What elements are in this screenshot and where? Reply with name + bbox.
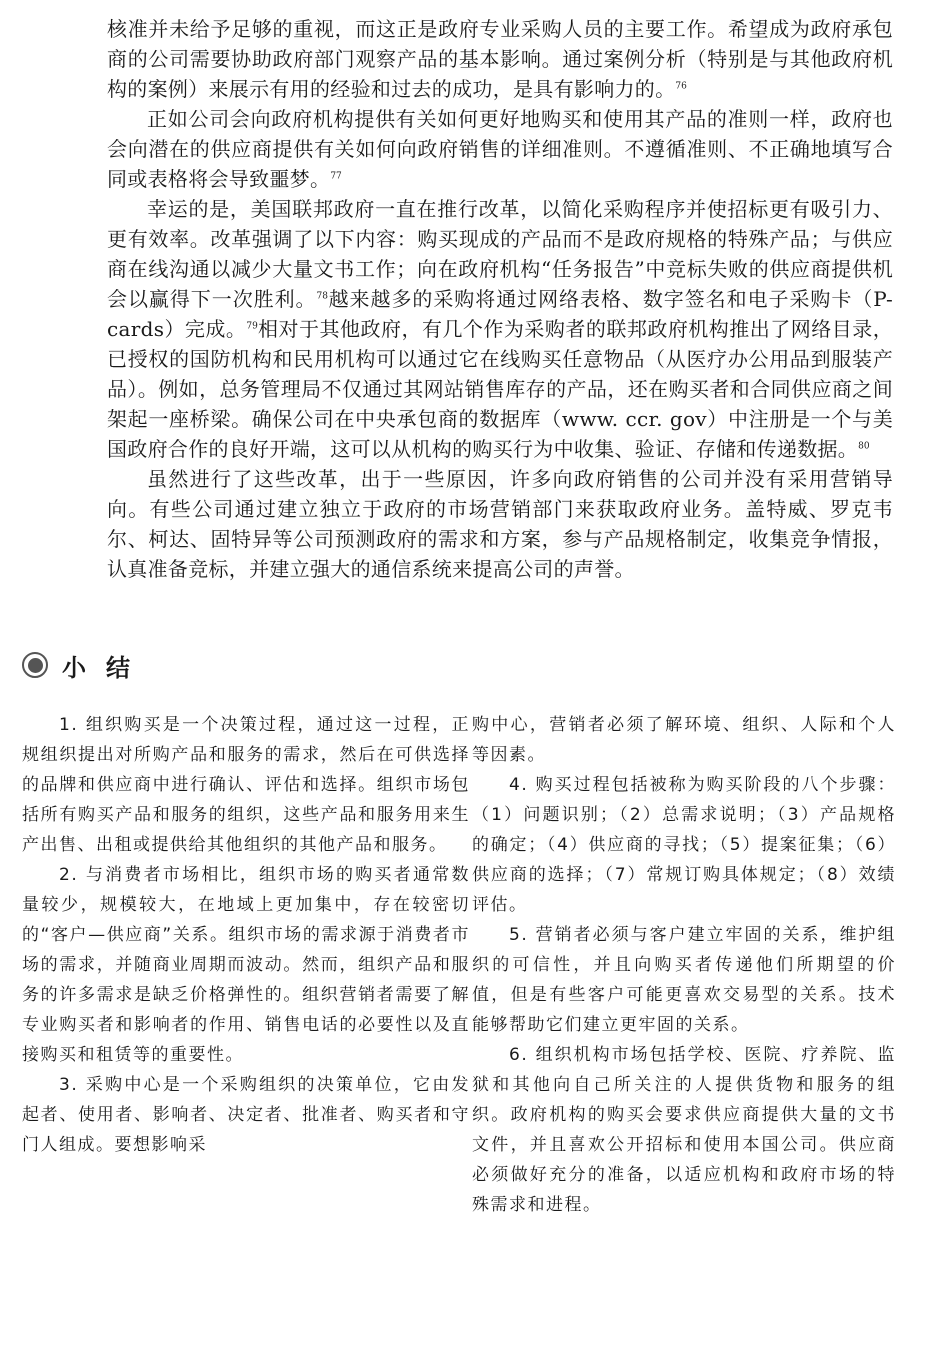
paragraph-3-text-c: 相对于其他政府，有几个作为采购者的联邦政府机构推出了网络目录，已授权的国防机构和民用机构可以通过它在线购买任意物品（从医疗办公用品到服装产品）。例如，总务管理局不仅通过其网站销售库存的产品，还在购买者和合同供应商之间架起一座桥梁。确保公司在中央承包商的数据库（www. ccr. gov）中注册是一个与美国政府合作的良好开端，这可以从机构的购买行为中收集、验证、存储和传递数据。 (107, 317, 893, 461)
summary-item: 4. 购买过程包括被称为购买阶段的八个步骤：（1）问题识别；（2）总需求说明；（3）产品规格的确定；（4）供应商的寻找；（5）提案征集；（6）供应商的选择；（7）常规订购具体规定；（8）效绩评估。 (472, 775, 896, 915)
circle-bullet-icon (22, 652, 48, 678)
paragraph-4-text: 虽然进行了这些改革，出于一些原因，许多向政府销售的公司并没有采用营销导向。有些公司通过建立独立于政府的市场营销部门来获取政府业务。盖特威、罗克韦尔、柯达、固特异等公司预测政府的需求和方案，参与产品规格制定，收集竞争情报，认真准备竞标，并建立强大的通信系统来提高公司的声誉。 (107, 467, 893, 581)
paragraph-4 (107, 464, 893, 584)
summary-item-continued: 购中心，营销者必须了解环境、组织、人际和个人等因素。 (472, 715, 896, 765)
summary-heading (22, 647, 150, 683)
summary-right-column (472, 710, 896, 1220)
paragraph-3-text-a: 幸运的是，美国联邦政府一直在推行改革，以简化采购程序并使招标更有吸引力、更有效率。改革强调了以下内容：购买现成的产品而不是政府规格的特殊产品；与供应商在线沟通以减少大量文书工作；向在政府机构“任务报告”中竞标失败的供应商提供机会以赢得下一次胜利。 (107, 197, 893, 311)
summary-item: 5. 营销者必须与客户建立牢固的关系，维护组织的可信性，并且向购买者传递他们所期望的价值，但是有些客户可能更喜欢交易型的关系。技术能够帮助它们建立更牢固的关系。 (472, 925, 896, 1035)
footnote-ref-77: 77 (330, 171, 342, 182)
paragraph-1-text: 核准并未给予足够的重视，而这正是政府专业采购人员的主要工作。希望成为政府承包商的公司需要协助政府部门观察产品的基本影响。通过案例分析（特别是与其他政府机构的案例）来展示有用的经验和过去的成功，是具有影响力的。 (107, 17, 893, 101)
body-text (107, 14, 893, 584)
footnote-ref-78: 78 (316, 291, 328, 302)
footnote-ref-79: 79 (246, 321, 258, 332)
summary-title: 小结 (62, 653, 150, 682)
footnote-ref-76: 76 (675, 81, 687, 92)
paragraph-1 (107, 14, 893, 104)
paragraph-2 (107, 104, 893, 194)
summary-item: 3. 采购中心是一个采购组织的决策单位，它由发起者、使用者、影响者、决定者、批准者、购买者和守门人组成。要想影响采 (22, 1075, 470, 1155)
summary-item: 1. 组织购买是一个决策过程，通过这一过程，正规组织提出对所购产品和服务的需求，然后在可供选择的品牌和供应商中进行确认、评估和选择。组织市场包括所有购买产品和服务的组织，这些产品和服务用来生产出售、出租或提供给其他组织的其他产品和服务。 (22, 715, 470, 855)
paragraph-2-text: 正如公司会向政府机构提供有关如何更好地购买和使用其产品的准则一样，政府也会向潜在的供应商提供有关如何向政府销售的详细准则。不遵循准则、不正确地填写合同或表格将会导致噩梦。 (107, 107, 893, 191)
paragraph-3-text-b: 越来越多的采购将通过网络表格、数字签名和电子采购卡（P-cards）完成。 (107, 287, 893, 341)
footnote-ref-80: 80 (858, 441, 870, 452)
summary-left-column (22, 710, 470, 1160)
paragraph-3 (107, 194, 893, 464)
summary-item: 2. 与消费者市场相比，组织市场的购买者通常数量较少，规模较大，在地域上更加集中，存在较密切的“客户—供应商”关系。组织市场的需求源于消费者市场的需求，并随商业周期而波动。然而，组织产品和服务的许多需求是缺乏价格弹性的。组织营销者需要了解专业购买者和影响者的作用、销售电话的必要性以及直接购买和租赁等的重要性。 (22, 865, 470, 1065)
summary-item: 6. 组织机构市场包括学校、医院、疗养院、监狱和其他向自己所关注的人提供货物和服务的组织。政府机构的购买会要求供应商提供大量的文书文件，并且喜欢公开招标和使用本国公司。供应商必须做好充分的准备，以适应机构和政府市场的特殊需求和进程。 (472, 1045, 896, 1215)
